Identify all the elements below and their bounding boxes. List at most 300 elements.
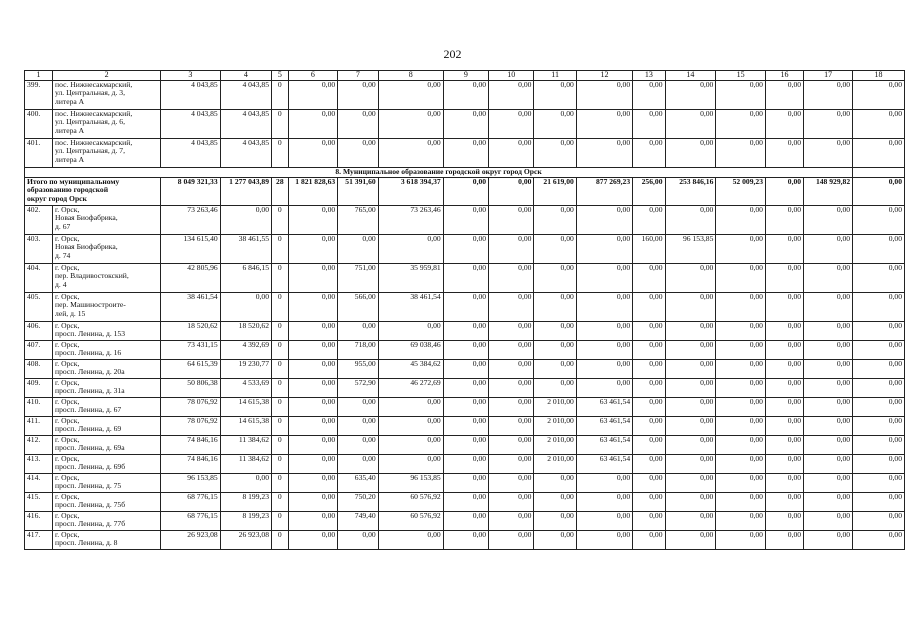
- value-cell: 0,00: [804, 378, 853, 397]
- value-cell: 74 846,16: [161, 435, 221, 454]
- value-cell: 0,00: [804, 292, 853, 321]
- value-cell: 0,00: [633, 530, 665, 549]
- row-index: 406.: [25, 321, 53, 340]
- value-cell: 0,00: [853, 292, 905, 321]
- value-cell: 0,00: [716, 263, 766, 292]
- value-cell: 0,00: [489, 138, 534, 167]
- value-cell: 0,00: [378, 234, 443, 263]
- row-index: 411.: [25, 416, 53, 435]
- value-cell: 0,00: [853, 205, 905, 234]
- value-cell: 0,00: [665, 454, 716, 473]
- value-cell: 0: [272, 378, 289, 397]
- value-cell: 0,00: [716, 435, 766, 454]
- value-cell: 0: [272, 454, 289, 473]
- value-cell: 63 461,54: [576, 454, 632, 473]
- value-cell: 96 153,85: [378, 473, 443, 492]
- total-value: 51 391,60: [338, 177, 379, 205]
- value-cell: 0,00: [804, 138, 853, 167]
- value-cell: 0,00: [338, 435, 379, 454]
- total-value: 21 619,00: [534, 177, 576, 205]
- value-cell: 0,00: [633, 454, 665, 473]
- value-cell: 4 043,85: [220, 109, 271, 138]
- value-cell: 0,00: [633, 416, 665, 435]
- value-cell: 0: [272, 80, 289, 109]
- value-cell: 0,00: [804, 321, 853, 340]
- address-cell: г. Орск, просп. Ленина, д. 20а: [53, 359, 161, 378]
- value-cell: 2 010,00: [534, 454, 576, 473]
- value-cell: 0,00: [804, 530, 853, 549]
- value-cell: 0,00: [288, 292, 338, 321]
- value-cell: 0,00: [489, 416, 534, 435]
- value-cell: 955,00: [338, 359, 379, 378]
- section-title: 8. Муниципальное образование городской округ город Орск: [25, 167, 853, 177]
- value-cell: 11 384,62: [220, 435, 271, 454]
- value-cell: 0,00: [443, 340, 488, 359]
- value-cell: 0,00: [765, 530, 803, 549]
- value-cell: 0,00: [338, 321, 379, 340]
- value-cell: 0,00: [288, 397, 338, 416]
- value-cell: 0,00: [853, 416, 905, 435]
- column-number: 13: [633, 71, 665, 81]
- value-cell: 0,00: [716, 234, 766, 263]
- row-index: 399.: [25, 80, 53, 109]
- column-number: 3: [161, 71, 221, 81]
- value-cell: 0,00: [489, 321, 534, 340]
- value-cell: 63 461,54: [576, 416, 632, 435]
- value-cell: 0,00: [765, 511, 803, 530]
- value-cell: 0,00: [765, 359, 803, 378]
- value-cell: 14 615,38: [220, 397, 271, 416]
- value-cell: 0,00: [665, 321, 716, 340]
- value-cell: 0,00: [489, 530, 534, 549]
- address-cell: г. Орск, просп. Ленина, д. 75б: [53, 492, 161, 511]
- value-cell: 0: [272, 138, 289, 167]
- value-cell: 0,00: [338, 530, 379, 549]
- value-cell: 0,00: [534, 321, 576, 340]
- row-index: 407.: [25, 340, 53, 359]
- table-row: [25, 138, 905, 167]
- value-cell: 0,00: [288, 109, 338, 138]
- value-cell: 0,00: [665, 511, 716, 530]
- address-cell: г. Орск, просп. Ленина, д. 69: [53, 416, 161, 435]
- address-cell: г. Орск, просп. Ленина, д. 75: [53, 473, 161, 492]
- value-cell: 0,00: [378, 397, 443, 416]
- value-cell: 0,00: [716, 205, 766, 234]
- row-index: 402.: [25, 205, 53, 234]
- value-cell: 0,00: [534, 359, 576, 378]
- value-cell: 0,00: [716, 416, 766, 435]
- value-cell: 0,00: [534, 292, 576, 321]
- value-cell: 0,00: [576, 292, 632, 321]
- value-cell: 0,00: [716, 492, 766, 511]
- value-cell: 0,00: [443, 454, 488, 473]
- value-cell: 0,00: [288, 321, 338, 340]
- value-cell: 4 043,85: [220, 80, 271, 109]
- value-cell: 0,00: [716, 473, 766, 492]
- address-cell: пос. Нижнесакмарский, ул. Центральная, д. 7, литера А: [53, 138, 161, 167]
- value-cell: 718,00: [338, 340, 379, 359]
- value-cell: 0,00: [443, 321, 488, 340]
- value-cell: 0,00: [338, 234, 379, 263]
- value-cell: 0,00: [338, 416, 379, 435]
- value-cell: 8 199,23: [220, 492, 271, 511]
- value-cell: 0,00: [378, 435, 443, 454]
- value-cell: 0,00: [765, 397, 803, 416]
- total-value: 253 846,16: [665, 177, 716, 205]
- row-index: 400.: [25, 109, 53, 138]
- value-cell: 11 384,62: [220, 454, 271, 473]
- value-cell: 749,40: [338, 511, 379, 530]
- value-cell: 0,00: [534, 378, 576, 397]
- address-cell: г. Орск, просп. Ленина, д. 67: [53, 397, 161, 416]
- total-value: 52 009,23: [716, 177, 766, 205]
- row-index: 413.: [25, 454, 53, 473]
- value-cell: 0: [272, 473, 289, 492]
- value-cell: 0,00: [220, 292, 271, 321]
- address-cell: г. Орск, просп. Ленина, д. 69а: [53, 435, 161, 454]
- value-cell: 0,00: [489, 473, 534, 492]
- value-cell: 0,00: [288, 80, 338, 109]
- value-cell: 0,00: [489, 492, 534, 511]
- value-cell: 0,00: [534, 263, 576, 292]
- table-row: [25, 511, 905, 530]
- value-cell: 0,00: [804, 454, 853, 473]
- value-cell: 0,00: [489, 340, 534, 359]
- value-cell: 2 010,00: [534, 416, 576, 435]
- column-number: 4: [220, 71, 271, 81]
- value-cell: 68 776,15: [161, 492, 221, 511]
- value-cell: 0,00: [633, 511, 665, 530]
- value-cell: 0,00: [853, 321, 905, 340]
- value-cell: 4 043,85: [161, 109, 221, 138]
- value-cell: 0,00: [288, 359, 338, 378]
- row-index: 414.: [25, 473, 53, 492]
- value-cell: 0,00: [765, 492, 803, 511]
- column-number: 9: [443, 71, 488, 81]
- value-cell: 0,00: [443, 263, 488, 292]
- value-cell: 0,00: [665, 397, 716, 416]
- row-index: 415.: [25, 492, 53, 511]
- total-value: 0,00: [443, 177, 488, 205]
- value-cell: 0,00: [665, 530, 716, 549]
- value-cell: 0,00: [378, 416, 443, 435]
- value-cell: 0,00: [576, 321, 632, 340]
- table-row: [25, 454, 905, 473]
- value-cell: 0,00: [489, 378, 534, 397]
- value-cell: 0,00: [853, 435, 905, 454]
- value-cell: 0: [272, 397, 289, 416]
- value-cell: 4 392,69: [220, 340, 271, 359]
- value-cell: 0,00: [765, 454, 803, 473]
- value-cell: 60 576,92: [378, 492, 443, 511]
- value-cell: 0,00: [288, 473, 338, 492]
- value-cell: 0,00: [804, 511, 853, 530]
- column-number: 16: [765, 71, 803, 81]
- value-cell: 0: [272, 340, 289, 359]
- value-cell: 4 043,85: [220, 138, 271, 167]
- value-cell: 0,00: [633, 321, 665, 340]
- value-cell: 0,00: [489, 234, 534, 263]
- value-cell: 0,00: [576, 340, 632, 359]
- column-number: 17: [804, 71, 853, 81]
- value-cell: 0,00: [633, 359, 665, 378]
- value-cell: 0,00: [716, 454, 766, 473]
- address-cell: г. Орск, Новая Биофабрика, д. 67: [53, 205, 161, 234]
- value-cell: 8 199,23: [220, 511, 271, 530]
- value-cell: 74 846,16: [161, 454, 221, 473]
- row-index: 404.: [25, 263, 53, 292]
- row-index: 416.: [25, 511, 53, 530]
- total-value: 0,00: [765, 177, 803, 205]
- value-cell: 0,00: [443, 492, 488, 511]
- value-cell: 0,00: [765, 109, 803, 138]
- value-cell: 0,00: [288, 435, 338, 454]
- value-cell: 0,00: [288, 234, 338, 263]
- value-cell: 38 461,54: [378, 292, 443, 321]
- value-cell: 0,00: [665, 473, 716, 492]
- value-cell: 0,00: [853, 378, 905, 397]
- column-number: 2: [53, 71, 161, 81]
- value-cell: 60 576,92: [378, 511, 443, 530]
- value-cell: 26 923,08: [161, 530, 221, 549]
- total-value: 0,00: [489, 177, 534, 205]
- value-cell: 38 461,55: [220, 234, 271, 263]
- value-cell: 0,00: [576, 205, 632, 234]
- value-cell: 0,00: [853, 340, 905, 359]
- value-cell: 0,00: [576, 109, 632, 138]
- total-row: [25, 177, 905, 205]
- value-cell: 96 153,85: [665, 234, 716, 263]
- value-cell: 765,00: [338, 205, 379, 234]
- value-cell: 0: [272, 263, 289, 292]
- table-row: [25, 263, 905, 292]
- address-cell: пос. Нижнесакмарский, ул. Центральная, д. 6, литера А: [53, 109, 161, 138]
- value-cell: 0,00: [804, 340, 853, 359]
- value-cell: 0,00: [633, 492, 665, 511]
- value-cell: 0,00: [765, 321, 803, 340]
- value-cell: 0,00: [853, 138, 905, 167]
- value-cell: 0,00: [378, 530, 443, 549]
- column-number: 15: [716, 71, 766, 81]
- value-cell: 0,00: [576, 492, 632, 511]
- value-cell: 0,00: [853, 359, 905, 378]
- value-cell: 0,00: [804, 80, 853, 109]
- value-cell: 0,00: [443, 378, 488, 397]
- total-value: 28: [272, 177, 289, 205]
- total-value: 256,00: [633, 177, 665, 205]
- value-cell: 0,00: [765, 205, 803, 234]
- value-cell: 0,00: [633, 292, 665, 321]
- value-cell: 0,00: [288, 511, 338, 530]
- value-cell: 42 805,96: [161, 263, 221, 292]
- value-cell: 0,00: [443, 530, 488, 549]
- value-cell: 14 615,38: [220, 416, 271, 435]
- value-cell: 2 010,00: [534, 435, 576, 454]
- address-cell: г. Орск, просп. Ленина, д. 8: [53, 530, 161, 549]
- value-cell: 566,00: [338, 292, 379, 321]
- value-cell: 0,00: [338, 138, 379, 167]
- column-number: 10: [489, 71, 534, 81]
- address-cell: пос. Нижнесакмарский, ул. Центральная, д. 3, литера А: [53, 80, 161, 109]
- row-index: 405.: [25, 292, 53, 321]
- total-label: Итого по муниципальному образованию городской округ город Орск: [25, 177, 161, 205]
- value-cell: 0,00: [765, 138, 803, 167]
- value-cell: 0,00: [633, 435, 665, 454]
- value-cell: 64 615,39: [161, 359, 221, 378]
- value-cell: 0,00: [489, 359, 534, 378]
- table-row: [25, 340, 905, 359]
- value-cell: 572,90: [338, 378, 379, 397]
- value-cell: 0: [272, 511, 289, 530]
- value-cell: 50 806,38: [161, 378, 221, 397]
- value-cell: 0: [272, 492, 289, 511]
- value-cell: 0,00: [338, 454, 379, 473]
- value-cell: 0,00: [853, 492, 905, 511]
- value-cell: 0,00: [443, 205, 488, 234]
- value-cell: 0,00: [443, 80, 488, 109]
- address-cell: г. Орск, просп. Ленина, д. 16: [53, 340, 161, 359]
- address-cell: г. Орск, просп. Ленина, д. 153: [53, 321, 161, 340]
- value-cell: 0,00: [633, 473, 665, 492]
- value-cell: 0: [272, 205, 289, 234]
- row-index: 412.: [25, 435, 53, 454]
- column-number: 5: [272, 71, 289, 81]
- row-index: 410.: [25, 397, 53, 416]
- value-cell: 0,00: [665, 80, 716, 109]
- value-cell: 0: [272, 416, 289, 435]
- value-cell: 6 846,15: [220, 263, 271, 292]
- value-cell: 0,00: [443, 397, 488, 416]
- value-cell: 0,00: [576, 263, 632, 292]
- column-number: 1: [25, 71, 53, 81]
- value-cell: 0,00: [534, 109, 576, 138]
- value-cell: 18 520,62: [220, 321, 271, 340]
- address-cell: г. Орск, пер. Владивостокский, д. 4: [53, 263, 161, 292]
- value-cell: 0,00: [665, 205, 716, 234]
- value-cell: 0,00: [443, 109, 488, 138]
- column-number: 11: [534, 71, 576, 81]
- column-number: 7: [338, 71, 379, 81]
- value-cell: 0,00: [534, 473, 576, 492]
- value-cell: 0,00: [378, 109, 443, 138]
- value-cell: 0,00: [665, 340, 716, 359]
- value-cell: 69 038,46: [378, 340, 443, 359]
- value-cell: 18 520,62: [161, 321, 221, 340]
- table-row: [25, 435, 905, 454]
- value-cell: 0,00: [804, 205, 853, 234]
- value-cell: 0: [272, 359, 289, 378]
- row-index: 408.: [25, 359, 53, 378]
- value-cell: 160,00: [633, 234, 665, 263]
- value-cell: 0,00: [716, 397, 766, 416]
- value-cell: 63 461,54: [576, 435, 632, 454]
- value-cell: 0,00: [338, 80, 379, 109]
- value-cell: 0: [272, 292, 289, 321]
- value-cell: 0,00: [804, 416, 853, 435]
- table-row: [25, 205, 905, 234]
- total-value: 1 821 828,63: [288, 177, 338, 205]
- total-value: 877 269,23: [576, 177, 632, 205]
- value-cell: 0,00: [665, 492, 716, 511]
- total-value: 148 929,82: [804, 177, 853, 205]
- total-value: 3 618 394,37: [378, 177, 443, 205]
- value-cell: 0,00: [665, 378, 716, 397]
- value-cell: 0,00: [804, 109, 853, 138]
- value-cell: 0,00: [443, 234, 488, 263]
- header-row: [25, 71, 905, 81]
- table-row: [25, 321, 905, 340]
- value-cell: 0,00: [534, 530, 576, 549]
- register-table: [24, 70, 905, 550]
- value-cell: 0,00: [288, 454, 338, 473]
- value-cell: 38 461,54: [161, 292, 221, 321]
- value-cell: 0,00: [804, 473, 853, 492]
- table-body: [25, 71, 905, 550]
- value-cell: 26 923,08: [220, 530, 271, 549]
- value-cell: 0,00: [665, 292, 716, 321]
- value-cell: 0,00: [853, 530, 905, 549]
- value-cell: 0,00: [633, 80, 665, 109]
- value-cell: 0,00: [534, 205, 576, 234]
- value-cell: 0,00: [443, 435, 488, 454]
- value-cell: 0,00: [288, 378, 338, 397]
- value-cell: 0,00: [489, 80, 534, 109]
- address-cell: г. Орск, просп. Ленина, д. 31а: [53, 378, 161, 397]
- value-cell: 0,00: [765, 234, 803, 263]
- value-cell: 0: [272, 530, 289, 549]
- column-number: 14: [665, 71, 716, 81]
- value-cell: 0,00: [716, 511, 766, 530]
- value-cell: 73 263,46: [378, 205, 443, 234]
- value-cell: 0,00: [534, 80, 576, 109]
- table-row: [25, 234, 905, 263]
- value-cell: 0,00: [633, 205, 665, 234]
- value-cell: 0,00: [633, 340, 665, 359]
- value-cell: 4 043,85: [161, 80, 221, 109]
- value-cell: 750,20: [338, 492, 379, 511]
- value-cell: 0,00: [378, 321, 443, 340]
- value-cell: 0,00: [288, 263, 338, 292]
- value-cell: 0,00: [716, 378, 766, 397]
- value-cell: 0,00: [288, 340, 338, 359]
- total-value: 8 049 321,33: [161, 177, 221, 205]
- column-number: 12: [576, 71, 632, 81]
- value-cell: 0: [272, 234, 289, 263]
- value-cell: 0,00: [443, 292, 488, 321]
- value-cell: 0,00: [633, 109, 665, 138]
- value-cell: 0,00: [765, 340, 803, 359]
- total-value: 0,00: [853, 177, 905, 205]
- value-cell: 2 010,00: [534, 397, 576, 416]
- value-cell: 4 533,69: [220, 378, 271, 397]
- value-cell: 0,00: [853, 80, 905, 109]
- value-cell: 0,00: [765, 378, 803, 397]
- value-cell: 0,00: [443, 473, 488, 492]
- table-row: [25, 473, 905, 492]
- value-cell: 0,00: [288, 138, 338, 167]
- value-cell: 635,40: [338, 473, 379, 492]
- value-cell: 0,00: [665, 435, 716, 454]
- value-cell: 0,00: [576, 473, 632, 492]
- value-cell: 35 959,81: [378, 263, 443, 292]
- value-cell: 0,00: [804, 359, 853, 378]
- value-cell: 96 153,85: [161, 473, 221, 492]
- value-cell: 0,00: [716, 292, 766, 321]
- value-cell: 0,00: [489, 292, 534, 321]
- value-cell: 0,00: [288, 492, 338, 511]
- section-row: [25, 167, 905, 177]
- value-cell: 0,00: [378, 80, 443, 109]
